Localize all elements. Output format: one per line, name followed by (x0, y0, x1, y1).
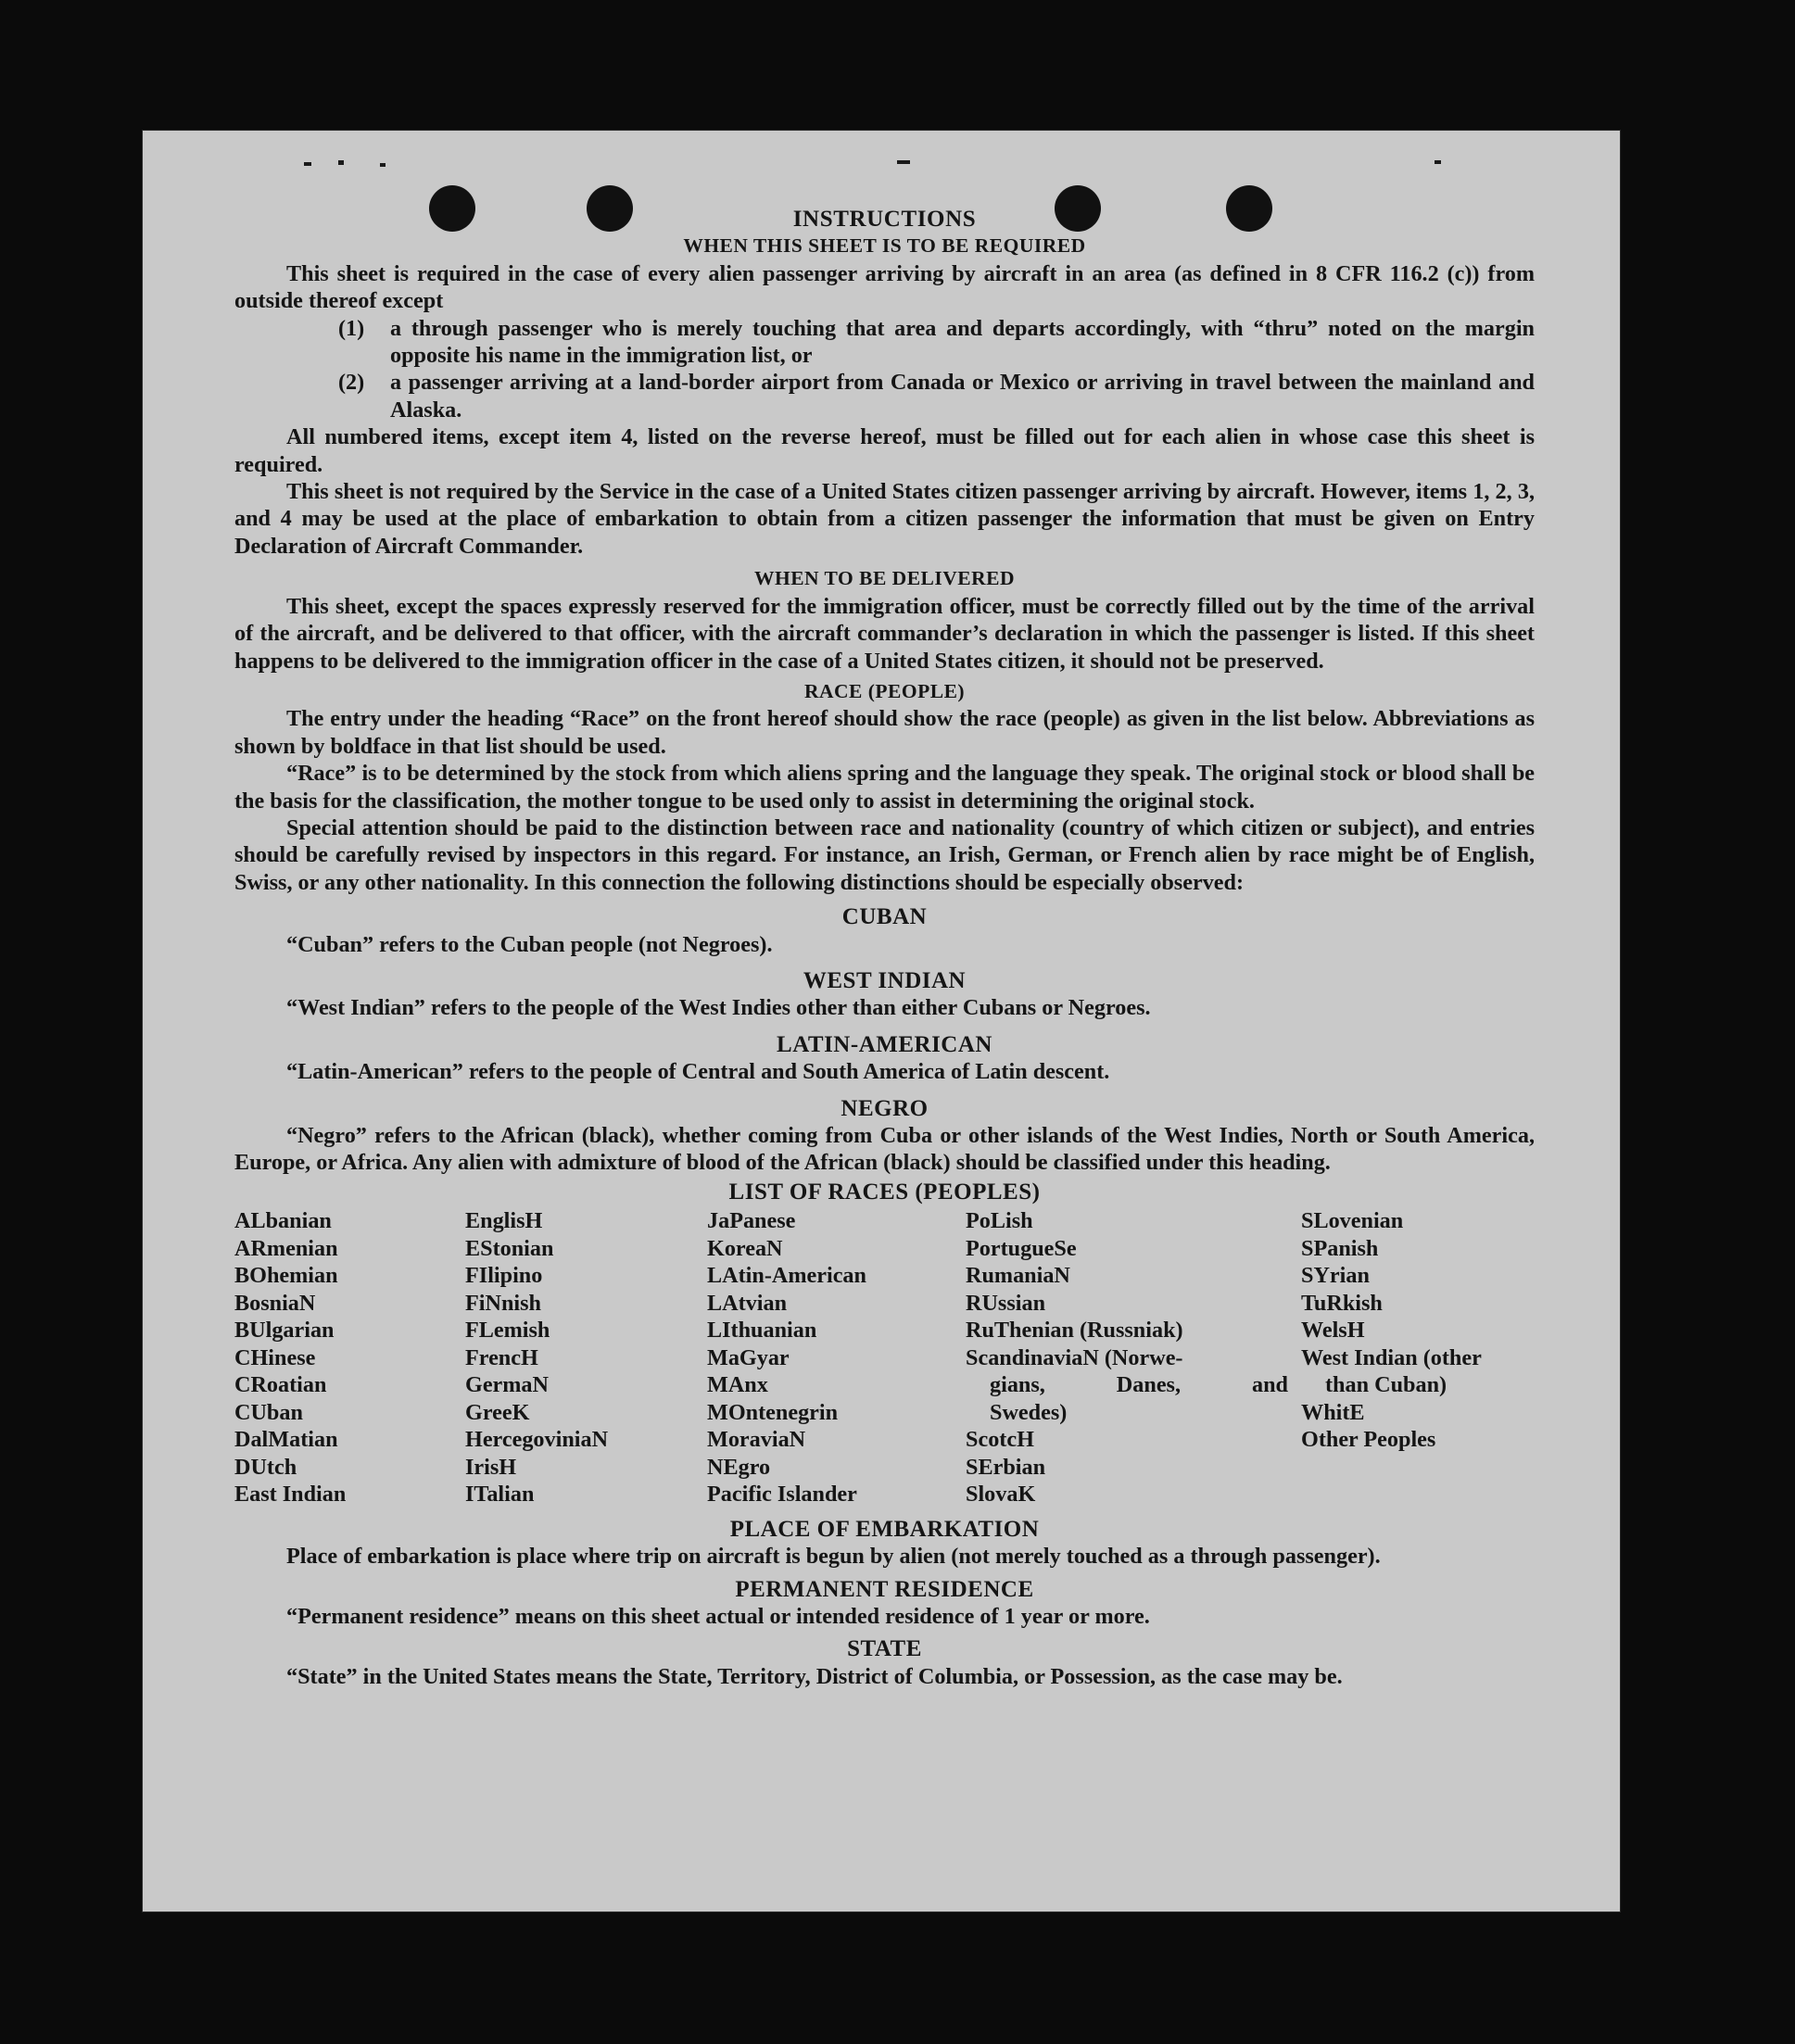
race-entry: CRoatian (234, 1372, 327, 1398)
race-entry: BUlgarian (234, 1318, 335, 1344)
race-entry: MaGyar (707, 1344, 790, 1370)
ink-speck (897, 160, 910, 164)
race-entry: EnglisH (465, 1208, 543, 1234)
definition-text: “West Indian” refers to the people of the West Indies other than either Cubans or Negroes. (286, 995, 1151, 1021)
race-entry: KoreaN (707, 1235, 783, 1261)
section-heading: STATE (847, 1636, 922, 1662)
race-entry: SlovaK (966, 1482, 1036, 1508)
races-list (234, 1207, 1535, 1508)
race-entry: MoraviaN (707, 1427, 806, 1453)
race-entry: SPanish (1301, 1235, 1379, 1261)
section-heading: WHEN TO BE DELIVERED (753, 567, 1016, 590)
race-entry: than Cuban) (1325, 1372, 1447, 1398)
section-heading: WHEN THIS SHEET IS TO BE REQUIRED (683, 234, 1086, 258)
races-column (707, 1207, 966, 1508)
paragraph: “State” in the United States means the State, Territory, District of Columbia, or Possession, as the case may be. (286, 1663, 1343, 1689)
race-entry: EStonian (465, 1235, 554, 1261)
paragraph: Special attention should be paid to the distinction between race and nationality (country of which citizen or subject), and entries should be carefully revised by inspectors in this regard. For instance, an Irish, German, or French alien by race might be of English, Swiss, or any other nationality. In this connection the following distinctions should be especially observed: (234, 814, 1535, 895)
race-entry: TuRkish (1301, 1290, 1383, 1316)
paragraph: This sheet is required in the case of every alien passenger arriving by aircraft in an area (as defined in 8 CFR 116.2 (c)) from outside thereof except (234, 260, 1535, 314)
race-entry: SYrian (1301, 1263, 1370, 1289)
race-entry: CUban (234, 1399, 303, 1425)
race-entry: LAtin-American (707, 1263, 866, 1289)
definition-text: “Negro” refers to the African (black), whether coming from Cuba or other islands of the West Indies, North or South America, Europe, or Africa. Any alien with admixture of blood of the African (black) should be classified under this heading. (234, 1123, 1535, 1176)
ink-speck (304, 162, 311, 166)
races-column (234, 1207, 465, 1508)
section-heading: RACE (PEOPLE) (803, 679, 966, 702)
race-entry: HercegovinіaN (465, 1427, 609, 1453)
race-entry: Swedes) (990, 1399, 1068, 1425)
section-heading: PERMANENT RESIDENCE (735, 1576, 1034, 1602)
race-entry: WelsH (1301, 1318, 1365, 1344)
list-item (234, 315, 1535, 370)
race-entry: MAnx (707, 1372, 768, 1398)
race-entry: DalMatian (234, 1427, 338, 1453)
race-entry: gians, Danes, and (990, 1372, 1288, 1398)
definition-heading: WEST INDIAN (803, 967, 967, 993)
race-entry: GermaN (465, 1372, 549, 1398)
definition-text: “Latin-American” refers to the people of Central and South America of Latin descent. (286, 1059, 1110, 1085)
item-number: (1) (338, 315, 365, 341)
definition-text: “Cuban” refers to the Cuban people (not Negroes). (286, 931, 773, 957)
race-entry: BosniaN (234, 1290, 316, 1316)
race-entry: Other Peoples (1301, 1427, 1436, 1453)
race-entry: East Indian (234, 1482, 347, 1508)
race-entry: MOntenegrin (707, 1399, 839, 1425)
race-entry: PortugueSe (966, 1235, 1077, 1261)
race-entry: GreeK (465, 1399, 530, 1425)
definition-heading: CUBAN (841, 904, 928, 930)
race-entry: CHinese (234, 1344, 316, 1370)
race-entry: BOhemian (234, 1263, 338, 1289)
paragraph: “Permanent residence” means on this sheet actual or intended residence of 1 year or more. (286, 1603, 1150, 1629)
race-entry: FiNnish (465, 1290, 541, 1316)
race-entry: FrencH (465, 1344, 538, 1370)
race-entry: RUssian (966, 1290, 1046, 1316)
race-entry: RumaniaN (966, 1263, 1070, 1289)
race-entry: DUtch (234, 1454, 297, 1480)
race-entry: ARmenian (234, 1235, 338, 1261)
page-title: INSTRUCTIONS (792, 207, 977, 232)
definition-heading: NEGRO (841, 1095, 929, 1121)
race-entry: SLovenian (1301, 1208, 1404, 1234)
ink-speck (380, 163, 386, 167)
race-entry: ScandinaviaN (Norwe- (966, 1344, 1183, 1370)
race-entry: PoLish (966, 1208, 1033, 1234)
instructions-content (234, 204, 1535, 1690)
document-sheet (142, 130, 1621, 1912)
races-column (465, 1207, 707, 1508)
ink-speck (338, 160, 344, 165)
ink-speck (1435, 160, 1441, 164)
race-entry: JaPanese (707, 1208, 796, 1234)
section-heading: PLACE OF EMBARKATION (729, 1516, 1040, 1542)
race-entry: ScotcH (966, 1427, 1034, 1453)
race-entry: ITalian (465, 1482, 535, 1508)
paragraph: Place of embarkation is place where trip on aircraft is begun by alien (not merely touched as a through passenger). (286, 1544, 1381, 1570)
paragraph: The entry under the heading “Race” on the front hereof should show the race (people) as given in the list below. Abbreviations as shown by boldface in that list should be used. (234, 706, 1535, 759)
races-column (966, 1207, 1301, 1508)
item-text: a passenger arriving at a land-border airport from Canada or Mexico or arriving in travel between the mainland and Alaska. (390, 370, 1535, 423)
races-column (1301, 1207, 1535, 1508)
item-text: a through passenger who is merely touching that area and departs accordingly, with “thru” noted on the margin opposite his name in the immigration list, or (390, 315, 1535, 369)
race-entry: Pacific Islander (707, 1482, 857, 1508)
race-entry: LIthuanian (707, 1318, 817, 1344)
paragraph: This sheet, except the spaces expressly reserved for the immigration officer, must be correctly filled out by the time of the arrival of the aircraft, and be delivered to that officer, with the aircraft commander’s declaration in which the passenger is listed. If this sheet happens to be delivered to the immigration officer in the case of a United States citizen, it should not be preserved. (234, 593, 1535, 674)
race-entry: FIlipino (465, 1263, 543, 1289)
item-number: (2) (338, 370, 365, 396)
race-entry: IrisH (465, 1454, 517, 1480)
paragraph: This sheet is not required by the Service in the case of a United States citizen passenger arriving by aircraft. However, items 1, 2, 3, and 4 may be used at the place of embarkation to obtain from a citizen passenger the information that must be given on Entry Declaration of Aircraft Commander. (234, 479, 1535, 559)
list-item (234, 369, 1535, 423)
paragraph: All numbered items, except item 4, listed on the reverse hereof, must be filled out for each alien in whose case this sheet is required. (234, 424, 1535, 477)
race-entry: LAtvian (707, 1290, 788, 1316)
race-entry: RuThenian (Russniak) (966, 1318, 1183, 1344)
race-entry: ALbanian (234, 1208, 332, 1234)
race-entry: SErbian (966, 1454, 1046, 1480)
race-entry: NEgro (707, 1454, 771, 1480)
race-entry: West Indian (other (1301, 1344, 1482, 1370)
paragraph: “Race” is to be determined by the stock from which aliens spring and the language they speak. The original stock or blood shall be the basis for the classification, the mother tongue to be used only to assist in determining the original stock. (234, 761, 1535, 814)
race-entry: WhitE (1301, 1399, 1365, 1425)
races-heading: LIST OF RACES (PEOPLES) (728, 1179, 1041, 1205)
race-entry: FLemish (465, 1318, 550, 1344)
definition-heading: LATIN-AMERICAN (777, 1031, 992, 1057)
